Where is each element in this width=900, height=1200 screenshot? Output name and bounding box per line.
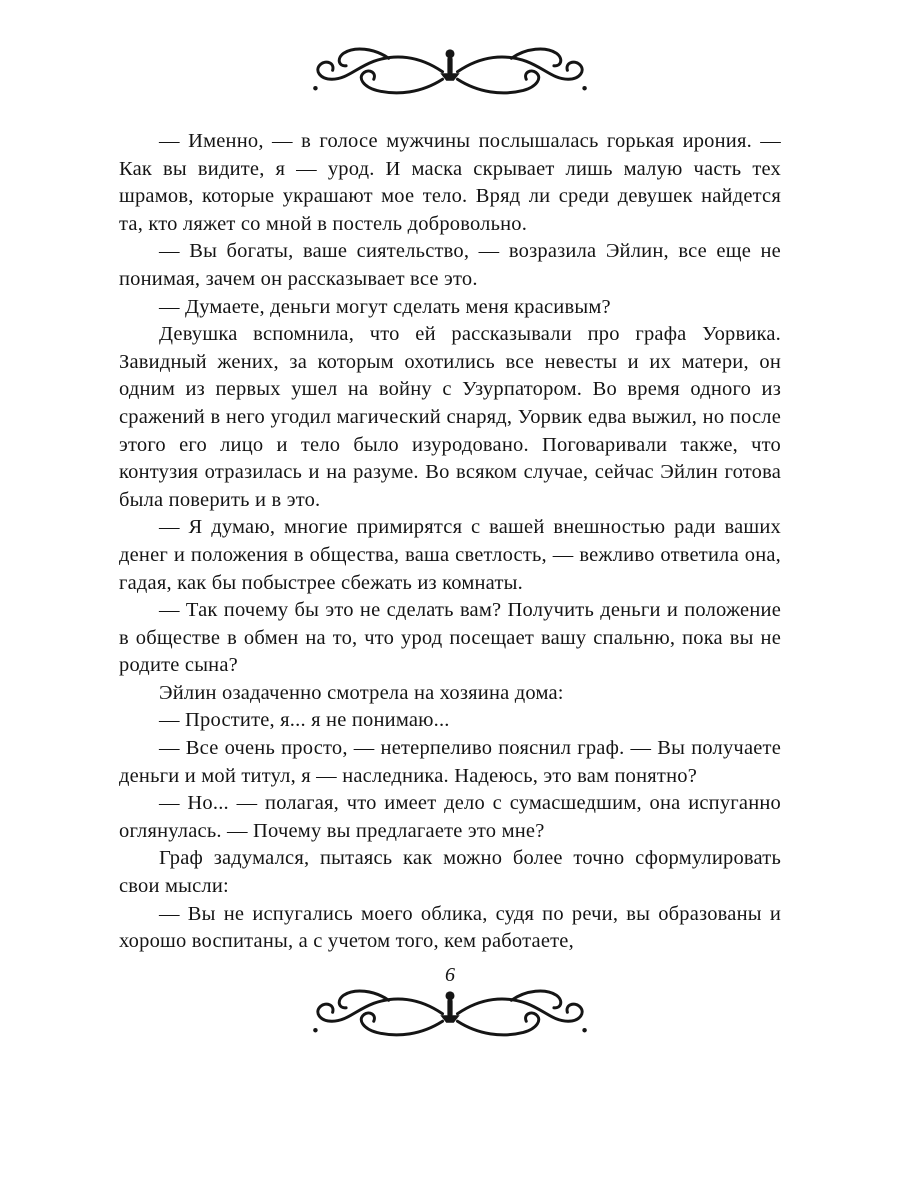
paragraph: — Простите, я... я не понимаю... <box>159 709 450 732</box>
paragraph: Эйлин озадаченно смотрела на хозяина дома: <box>159 681 564 704</box>
page-text <box>119 128 781 956</box>
paragraph: — Но... — полагая, что имеет дело с сумасшедшим, она испуганно оглянулась. — Почему вы предлагаете это мне? <box>119 792 781 842</box>
paragraph: — Все очень просто, — нетерпеливо пояснил граф. — Вы получаете деньги и мой титул, я — наследника. Надеюсь, это вам понятно? <box>119 737 781 787</box>
paragraph: — Именно, — в голосе мужчины послышалась горькая ирония. — Как вы видите, я — урод. И маска скрывает лишь малую часть тех шрамов, которые украшают мое тело. Вряд ли среди девушек найдется та, кто ляжет со мной в постель добровольно. <box>119 130 781 235</box>
paragraph: — Так почему бы это не сделать вам? Получить деньги и положение в обществе в обмен на то, что урод посещает вашу спальню, пока вы не родите сына? <box>119 599 781 677</box>
paragraph: — Думаете, деньги могут сделать меня красивым? <box>159 295 611 318</box>
paragraph: — Вы не испугались моего облика, судя по речи, вы образованы и хорошо воспитаны, а с учетом того, кем работаете, <box>119 902 781 953</box>
paragraph: Граф задумался, пытаясь как можно более точно сформулировать свои мысли: <box>119 847 781 898</box>
flourish-ornament-bottom <box>0 986 900 1050</box>
paragraph: Девушка вспомнила, что ей рассказывали про графа Уорвика. Завидный жених, за которым охотились все невесты и их матери, он одним из первых ушел на войну с Узурпатором. Во время одного из сражений в него угодил магический снаряд, Уорвик едва выжил, но после этого его лицо и тело было изуродовано. Поговаривали также, что контузия отразилась и на разуме. Во всяком случае, сейчас Эйлин готова была поверить и в это. <box>119 323 781 511</box>
flourish-ornament-top <box>0 0 900 108</box>
paragraph: — Я думаю, многие примирятся с вашей внешностью ради ваших денег и положения в общества, ваша светлость, — вежливо ответила она, гадая, как бы побыстрее сбежать из комнаты. <box>119 516 781 594</box>
page-number: 6 <box>445 963 455 986</box>
paragraph: — Вы богаты, ваше сиятельство, — возразила Эйлин, все еще не понимая, зачем он рассказывает все это. <box>119 240 781 290</box>
flourish-ornament-bottom-svg <box>293 988 607 1050</box>
flourish-ornament-top-svg <box>293 46 607 108</box>
